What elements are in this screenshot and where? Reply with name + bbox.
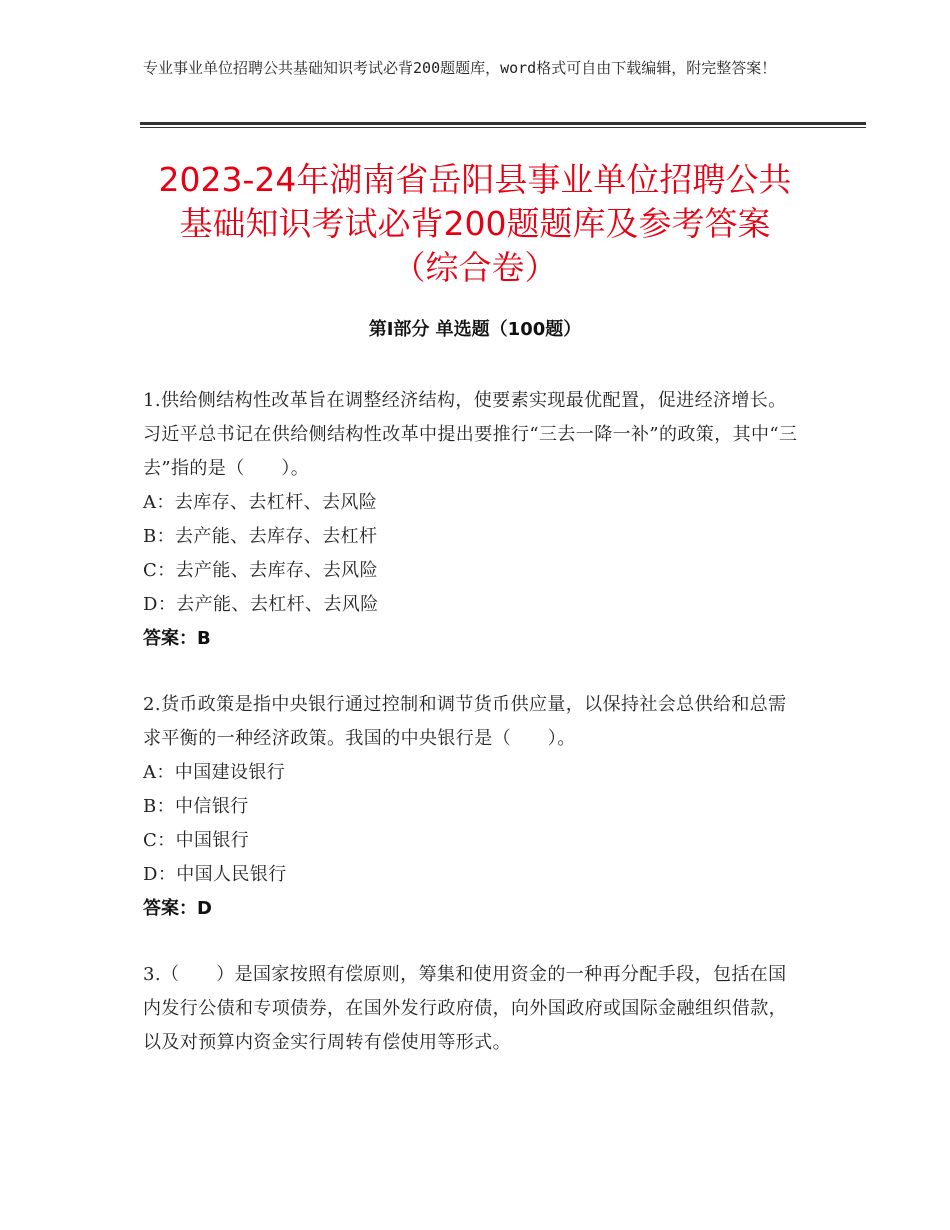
question-2	[143, 688, 798, 926]
question-3	[143, 958, 798, 1060]
option-a: A：去库存、去杠杆、去风险	[143, 492, 378, 513]
title-line-2: 基础知识考试必背200题题库及参考答案	[179, 204, 771, 243]
title-line-1: 2023-24年湖南省岳阳县事业单位招聘公共	[158, 160, 792, 199]
question-1	[143, 384, 798, 656]
header-divider-thick	[140, 122, 866, 125]
option-d: D：去产能、去杠杆、去风险	[143, 594, 379, 615]
option-b: B：中信银行	[143, 796, 249, 817]
question-stem: 2.货币政策是指中央银行通过控制和调节货币供应量，以保持社会总供给和总需求平衡的一种经济政策。我国的中央银行是（ ）。	[143, 694, 787, 749]
question-stem: 1.供给侧结构性改革旨在调整经济结构，使要素实现最优配置，促进经济增长。习近平总书记在供给侧结构性改革中提出要推行“三去一降一补”的政策，其中“三去”指的是（ ）。	[143, 390, 798, 479]
document-title	[130, 158, 820, 290]
option-d: D：中国人民银行	[143, 864, 287, 885]
option-a: A：中国建设银行	[143, 762, 286, 783]
answer-label: 答案：B	[143, 628, 211, 649]
header-note: 专业事业单位招聘公共基础知识考试必背200题题库，word格式可自由下载编辑，附完整答案！	[143, 59, 777, 77]
option-c: C：中国银行	[143, 830, 250, 851]
title-line-3: （综合卷）	[392, 248, 558, 287]
header-divider-thin	[140, 127, 866, 128]
section-heading: 第Ⅰ部分 单选题（100题）	[368, 319, 582, 340]
question-list	[143, 384, 798, 1092]
question-stem: 3.（ ）是国家按照有偿原则，筹集和使用资金的一种再分配手段，包括在国内发行公债和专项债券，在国外发行政府债，向外国政府或国际金融组织借款，以及对预算内资金实行周转有偿使用等形式。	[143, 964, 787, 1053]
answer-label: 答案：D	[143, 898, 212, 919]
option-b: B：去产能、去库存、去杠杆	[143, 526, 378, 547]
option-c: C：去产能、去库存、去风险	[143, 560, 378, 581]
